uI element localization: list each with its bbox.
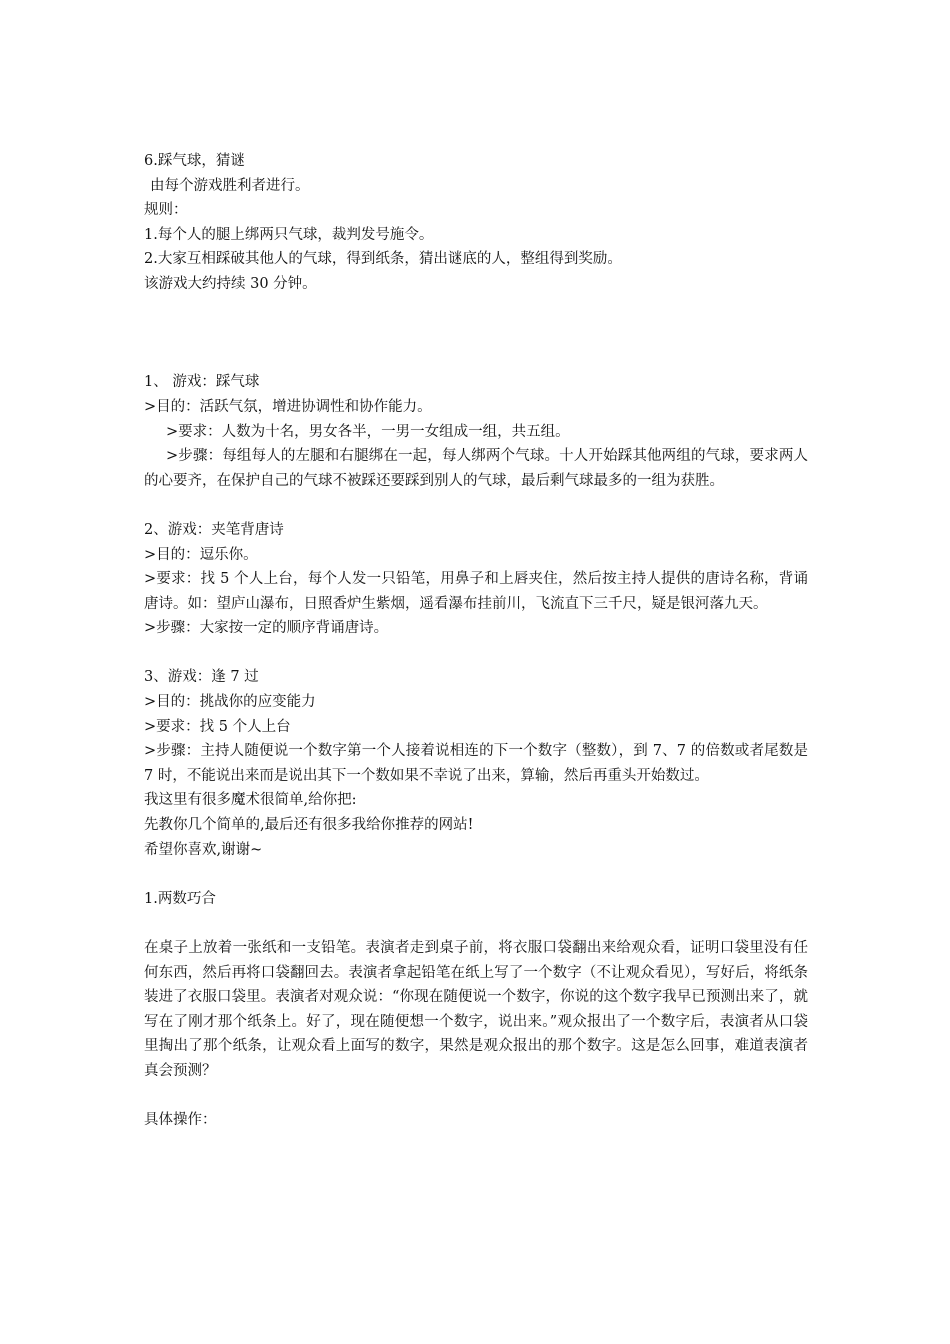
game2-requirement: >要求：找 5 个人上台，每个人发一只铅笔，用鼻子和上唇夹住，然后按主持人提供的唐诗名称，背诵唐诗。如：望庐山瀑布，日照香炉生紫烟，遥看瀑布挂前川，飞流直下三千尺，疑是银河落九天。 xyxy=(144,571,808,612)
game3-requirement: >要求：找 5 个人上台 xyxy=(144,718,291,735)
magic-intro-1: 我这里有很多魔术很简单,给你把: xyxy=(144,792,357,809)
spacer xyxy=(144,1084,808,1109)
section6-title: 6.踩气球，猜谜 xyxy=(144,153,245,169)
spacer xyxy=(144,493,808,518)
section6-rule-1: 1.每个人的腿上绑两只气球，裁判发号施令。 xyxy=(144,226,434,243)
game1-purpose: >目的：活跃气氛，增进协调性和协作能力。 xyxy=(144,398,432,415)
game2-steps: >步骤：大家按一定的顺序背诵唐诗。 xyxy=(144,620,389,637)
trick1-title: 1.两数巧合 xyxy=(144,890,216,907)
game2-purpose: >目的：逗乐你。 xyxy=(144,546,258,563)
magic-intro-2: 先教你几个简单的,最后还有很多我给你推荐的网站! xyxy=(144,817,474,834)
section6-rule-2: 2.大家互相踩破其他人的气球，得到纸条，猜出谜底的人，整组得到奖励。 xyxy=(144,251,622,268)
spacer xyxy=(144,862,808,887)
magic-intro-3: 希望你喜欢,谢谢~ xyxy=(144,841,263,858)
game3-steps: >步骤：主持人随便说一个数字第一个人接着说相连的下一个数字（整数），到 7、7 的倍数或者尾数是 7 时，不能说出来而是说出其下一个数如果不幸说了出来，算输，然后再重头开始数过。 xyxy=(144,743,808,784)
game1-steps: >步骤：每组每人的左腿和右腿绑在一起，每人绑两个气球。十人开始踩其他两组的气球，要求两人的心要齐，在保护自己的气球不被踩还要踩到别人的气球，最后剩气球最多的一组为获胜。 xyxy=(144,448,808,489)
operation-label: 具体操作： xyxy=(144,1112,217,1129)
section6-rules-label: 规则： xyxy=(144,202,188,219)
spacer xyxy=(144,641,808,666)
spacer xyxy=(144,911,808,936)
document-page xyxy=(144,149,808,1133)
trick1-body: 在桌子上放着一张纸和一支铅笔。表演者走到桌子前，将衣服口袋翻出来给观众看，证明口袋里没有任何东西，然后再将口袋翻回去。表演者拿起铅笔在纸上写了一个数字（不让观众看见），写好后，将纸条装进了衣服口袋里。表演者对观众说：“你现在随便说一个数字，你说的这个数字我早已预测出来了，就写在了刚才那个纸条上。好了，现在随便想一个数字，说出来。”观众报出了一个数字后，表演者从口袋里掏出了那个纸条，让观众看上面写的数字，果然是观众报出的那个数字。这是怎么回事，难道表演者真会预测？ xyxy=(144,940,808,1079)
game1-requirement: >要求：人数为十名，男女各半，一男一女组成一组，共五组。 xyxy=(166,423,570,440)
spacer xyxy=(144,297,808,371)
game1-title: 1、 游戏：踩气球 xyxy=(144,374,260,391)
section6-duration: 该游戏大约持续 30 分钟。 xyxy=(144,275,317,292)
section6-intro: 由每个游戏胜利者进行。 xyxy=(150,177,310,194)
game3-purpose: >目的：挑战你的应变能力 xyxy=(144,694,316,711)
game2-title: 2、游戏：夹笔背唐诗 xyxy=(144,521,284,538)
game3-title: 3、游戏：逢 7 过 xyxy=(144,669,259,686)
